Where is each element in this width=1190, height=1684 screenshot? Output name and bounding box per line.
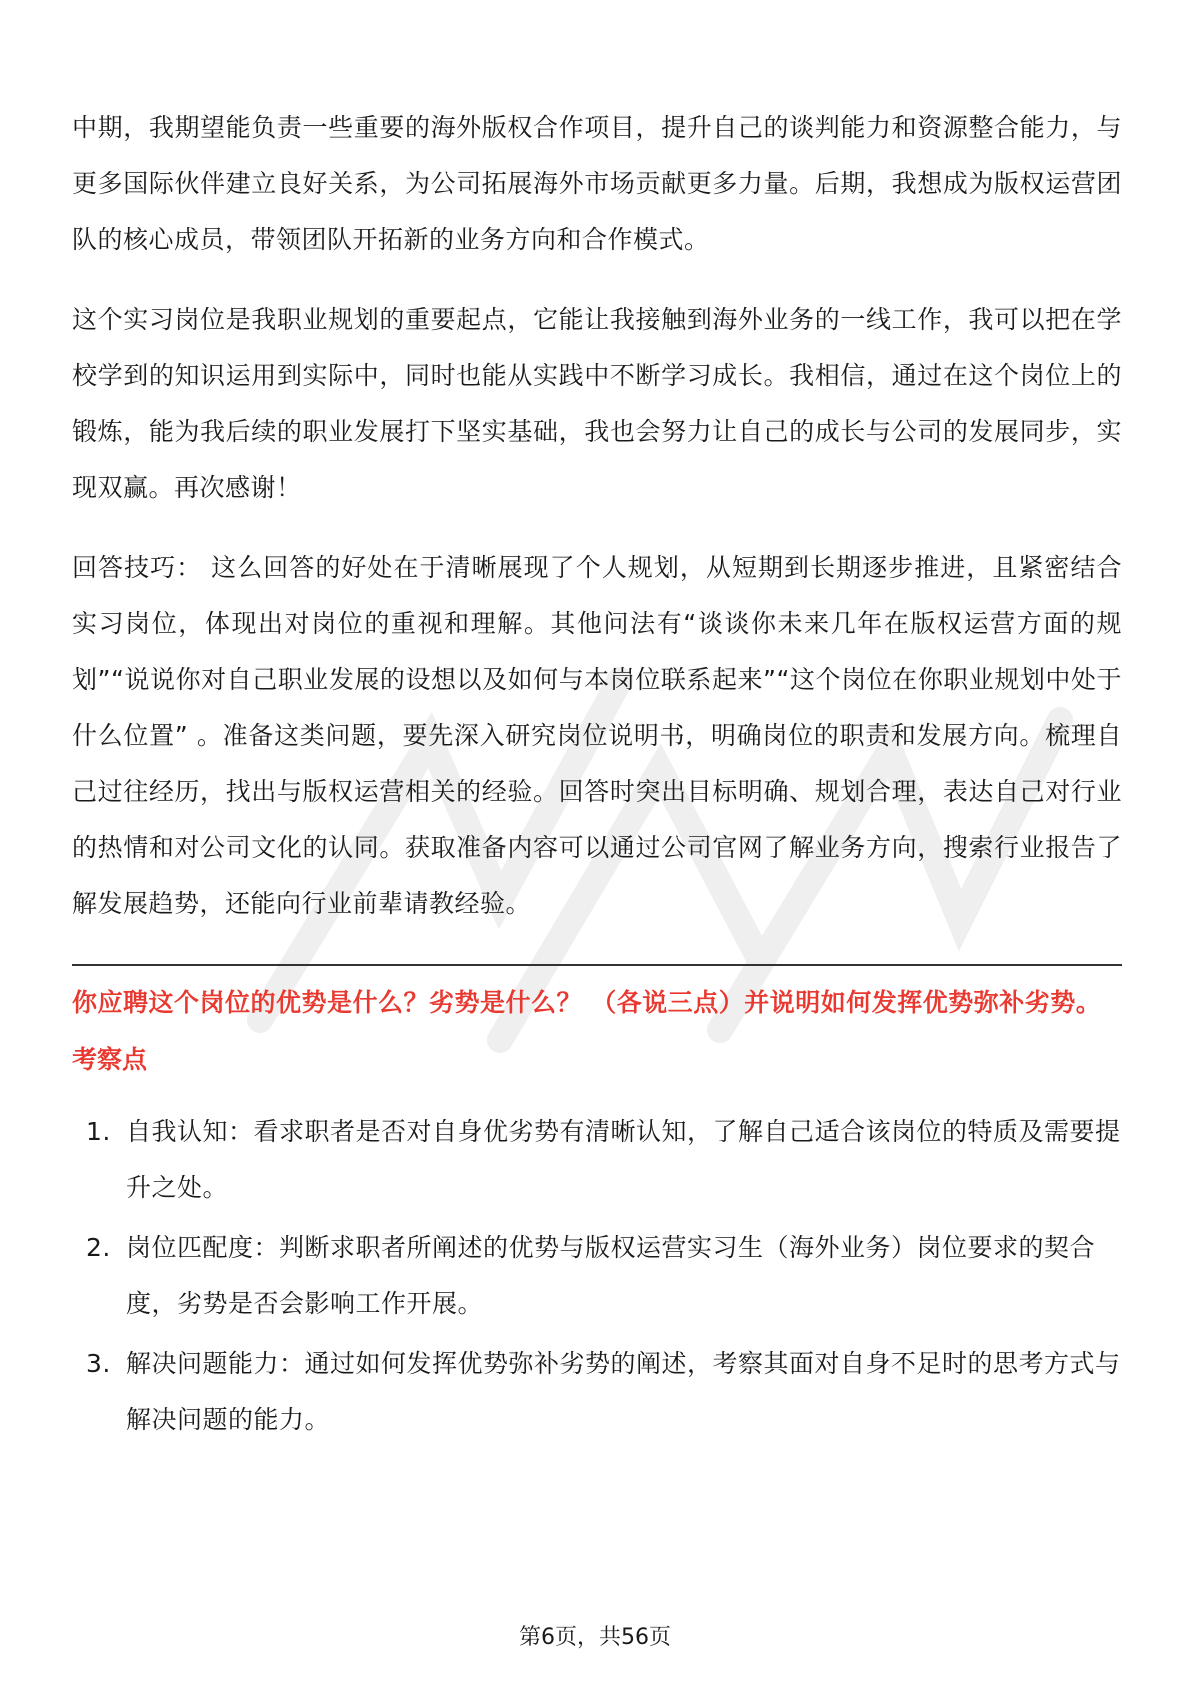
assessment-points-list	[72, 1104, 1122, 1448]
section-title: 考察点	[72, 1045, 148, 1074]
document-body	[72, 100, 1122, 1452]
list-item	[72, 1104, 1122, 1216]
list-item-number: 2.	[86, 1233, 111, 1262]
list-item	[72, 1220, 1122, 1332]
paragraph-career-plan: 中期，我期望能负责一些重要的海外版权合作项目，提升自己的谈判能力和资源整合能力，与更多国际伙伴建立良好关系，为公司拓展海外市场贡献更多力量。后期，我想成为版权运营团队的核心成员，带领团队开拓新的业务方向和合作模式。	[72, 113, 1122, 254]
list-item-number: 3.	[86, 1349, 111, 1378]
question-heading: 你应聘这个岗位的优势是什么？劣势是什么？ （各说三点）并说明如何发挥优势弥补劣势。	[72, 988, 1102, 1017]
list-item-text: 自我认知：看求职者是否对自身优劣势有清晰认知，了解自己适合该岗位的特质及需要提升之处。	[126, 1117, 1121, 1202]
page-number-footer: 第6页，共56页	[519, 1625, 671, 1650]
paragraph-internship-start: 这个实习岗位是我职业规划的重要起点，它能让我接触到海外业务的一线工作，我可以把在学校学到的知识运用到实际中，同时也能从实践中不断学习成长。我相信，通过在这个岗位上的锻炼，能为我后续的职业发展打下坚实基础，我也会努力让自己的成长与公司的发展同步，实现双赢。再次感谢！	[72, 305, 1122, 502]
list-item-number: 1.	[86, 1117, 111, 1146]
list-item-text: 解决问题能力：通过如何发挥优势弥补劣势的阐述，考察其面对自身不足时的思考方式与解决问题的能力。	[126, 1349, 1121, 1434]
paragraph-answer-tips: 回答技巧： 这么回答的好处在于清晰展现了个人规划，从短期到长期逐步推进，且紧密结合实习岗位，体现出对岗位的重视和理解。其他问法有“谈谈你未来几年在版权运营方面的规划”“说说你对自己职业发展的设想以及如何与本岗位联系起来”“这个岗位在你职业规划中处于什么位置” 。准备这类问题，要先深入研究岗位说明书，明确岗位的职责和发展方向。梳理自己过往经历，找出与版权运营相关的经验。回答时突出目标明确、规划合理，表达自己对行业的热情和对公司文化的认同。获取准备内容可以通过公司官网了解业务方向，搜索行业报告了解发展趋势，还能向行业前辈请教经验。	[72, 553, 1122, 918]
list-item-text: 岗位匹配度：判断求职者所阐述的优势与版权运营实习生（海外业务）岗位要求的契合度，劣势是否会影响工作开展。	[126, 1233, 1096, 1318]
section-divider	[72, 964, 1122, 966]
list-item	[72, 1336, 1122, 1448]
